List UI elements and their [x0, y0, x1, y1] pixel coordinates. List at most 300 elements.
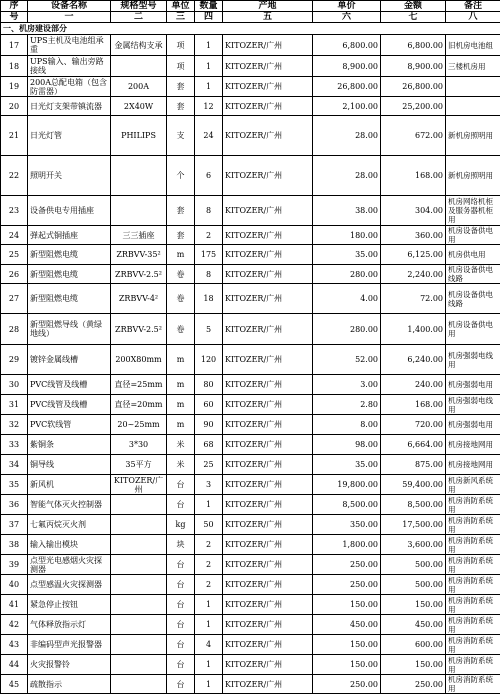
row-unit: m [167, 375, 195, 395]
row-qty: 1 [195, 655, 223, 675]
row-price: 1,800.00 [313, 535, 381, 555]
row-spec [111, 495, 167, 515]
row-unit: 块 [167, 535, 195, 555]
row-note: 机房强弱电用 [446, 375, 500, 395]
section-title: 一、机房建设部分 [1, 23, 500, 35]
row-name: 智能气体灭火控制器 [28, 495, 111, 515]
row-amount: 450.00 [381, 615, 446, 635]
row-note: 机房接地网用 [446, 435, 500, 455]
row-name: 日光灯管 [28, 116, 111, 156]
row-price: 6,800.00 [313, 35, 381, 56]
table-row [1, 265, 500, 284]
row-name: 新型阻燃电缆 [28, 245, 111, 265]
col-header-name: 设备名称 [28, 1, 111, 12]
table-row [1, 97, 500, 116]
row-qty: 50 [195, 515, 223, 535]
row-no: 23 [1, 196, 28, 226]
row-spec: 3*30 [111, 435, 167, 455]
row-unit: kg [167, 515, 195, 535]
row-name: 铜导线 [28, 455, 111, 475]
row-name: 弹起式铜插座 [28, 226, 111, 245]
table-row [1, 455, 500, 475]
row-spec [111, 156, 167, 196]
row-qty: 5 [195, 314, 223, 345]
row-note: 机房强弱电线用 [446, 395, 500, 415]
row-spec [111, 595, 167, 615]
row-spec: PHILIPS [111, 116, 167, 156]
row-name: 疏散指示 [28, 675, 111, 694]
row-note: 机房消防系统用 [446, 675, 500, 694]
row-origin: KITOZER/广州 [223, 455, 313, 475]
row-price: 8,500.00 [313, 495, 381, 515]
col-header-spec: 规格型号 [111, 1, 167, 12]
row-origin: KITOZER/广州 [223, 56, 313, 77]
row-note: 机房新风系统用 [446, 475, 500, 495]
header-subrow [1, 12, 500, 23]
row-note [446, 77, 500, 97]
table-row [1, 345, 500, 375]
row-amount: 26,800.00 [381, 77, 446, 97]
row-unit: 台 [167, 595, 195, 615]
row-price: 250.00 [313, 575, 381, 595]
table-row [1, 245, 500, 265]
row-note: 机房消防系统用 [446, 655, 500, 675]
row-name: 输入输出模块 [28, 535, 111, 555]
row-qty: 25 [195, 455, 223, 475]
row-price: 350.00 [313, 515, 381, 535]
row-unit: 卷 [167, 284, 195, 314]
row-amount: 72.00 [381, 284, 446, 314]
row-note: 机房消防系统用 [446, 575, 500, 595]
row-price: 8,900.00 [313, 56, 381, 77]
row-no: 27 [1, 284, 28, 314]
row-unit: 台 [167, 655, 195, 675]
row-spec: ZRBVV-35² [111, 245, 167, 265]
row-origin: KITOZER/广州 [223, 314, 313, 345]
col-header-amount: 金额 [381, 1, 446, 12]
row-price: 98.00 [313, 435, 381, 455]
row-name: PVC线管及线槽 [28, 395, 111, 415]
table-row [1, 515, 500, 535]
table-row [1, 116, 500, 156]
row-amount: 1,400.00 [381, 314, 446, 345]
row-no: 19 [1, 77, 28, 97]
row-origin: KITOZER/广州 [223, 675, 313, 694]
row-spec: 2X40W [111, 97, 167, 116]
table-row [1, 77, 500, 97]
row-price: 2.80 [313, 395, 381, 415]
row-origin: KITOZER/广州 [223, 635, 313, 655]
row-amount: 8,500.00 [381, 495, 446, 515]
row-origin: KITOZER/广州 [223, 515, 313, 535]
row-no: 25 [1, 245, 28, 265]
row-price: 26,800.00 [313, 77, 381, 97]
row-name: 200A总配电箱（包含防雷器） [28, 77, 111, 97]
row-no: 45 [1, 675, 28, 694]
row-origin: KITOZER/广州 [223, 226, 313, 245]
row-spec [111, 675, 167, 694]
table-row [1, 535, 500, 555]
row-qty: 1 [195, 56, 223, 77]
row-spec: ZRBVV-2.5² [111, 265, 167, 284]
row-qty: 1 [195, 495, 223, 515]
row-note: 机房供电用 [446, 245, 500, 265]
row-unit: 台 [167, 635, 195, 655]
row-origin: KITOZER/广州 [223, 196, 313, 226]
row-unit: 台 [167, 575, 195, 595]
row-unit: 卷 [167, 265, 195, 284]
row-no: 26 [1, 265, 28, 284]
row-no: 32 [1, 415, 28, 435]
row-note: 机房网络机柜及服务器机柜用 [446, 196, 500, 226]
row-qty: 1 [195, 35, 223, 56]
row-no: 30 [1, 375, 28, 395]
row-price: 4.00 [313, 284, 381, 314]
row-spec [111, 575, 167, 595]
row-spec: 直径=25mm [111, 375, 167, 395]
row-spec: KITOZER/广州 [111, 475, 167, 495]
row-origin: KITOZER/广州 [223, 375, 313, 395]
row-no: 44 [1, 655, 28, 675]
table-row [1, 495, 500, 515]
row-price: 28.00 [313, 116, 381, 156]
col-sub-amount: 七 [381, 12, 446, 23]
row-name: 新型阻燃电缆 [28, 265, 111, 284]
row-no: 43 [1, 635, 28, 655]
row-no: 29 [1, 345, 28, 375]
row-amount: 875.00 [381, 455, 446, 475]
row-note: 机房强弱电线用 [446, 345, 500, 375]
row-amount: 6,664.00 [381, 435, 446, 455]
row-amount: 672.00 [381, 116, 446, 156]
table-row [1, 156, 500, 196]
row-no: 24 [1, 226, 28, 245]
row-unit: 套 [167, 97, 195, 116]
row-spec [111, 515, 167, 535]
row-qty: 60 [195, 395, 223, 415]
row-spec [111, 615, 167, 635]
row-price: 150.00 [313, 595, 381, 615]
row-name: 点型感温火灾探测器 [28, 575, 111, 595]
row-qty: 1 [195, 77, 223, 97]
row-qty: 1 [195, 615, 223, 635]
row-no: 34 [1, 455, 28, 475]
table-row [1, 314, 500, 345]
row-origin: KITOZER/广州 [223, 615, 313, 635]
row-note: 旧机房电池组 [446, 35, 500, 56]
row-unit: 支 [167, 116, 195, 156]
row-amount: 168.00 [381, 156, 446, 196]
row-unit: 套 [167, 77, 195, 97]
row-name: UPS主机及电池组承重 [28, 35, 111, 56]
row-name: 紫铜条 [28, 435, 111, 455]
row-amount: 17,500.00 [381, 515, 446, 535]
row-no: 22 [1, 156, 28, 196]
row-name: 新型阻燃导线（黄绿地线） [28, 314, 111, 345]
row-spec: 20~25mm [111, 415, 167, 435]
col-header-note: 备注 [446, 1, 500, 12]
row-name: 紧急停止按钮 [28, 595, 111, 615]
row-price: 3.00 [313, 375, 381, 395]
row-no: 20 [1, 97, 28, 116]
row-price: 280.00 [313, 265, 381, 284]
row-name: 镀锌金属线槽 [28, 345, 111, 375]
row-amount: 150.00 [381, 655, 446, 675]
row-amount: 240.00 [381, 375, 446, 395]
row-note: 机房设备供电用 [446, 226, 500, 245]
table-row [1, 595, 500, 615]
row-unit: m [167, 345, 195, 375]
table-row [1, 555, 500, 575]
row-qty: 1 [195, 595, 223, 615]
row-origin: KITOZER/广州 [223, 116, 313, 156]
row-price: 150.00 [313, 635, 381, 655]
row-amount: 3,600.00 [381, 535, 446, 555]
row-no: 37 [1, 515, 28, 535]
row-spec: 直径=20mm [111, 395, 167, 415]
row-price: 2,100.00 [313, 97, 381, 116]
row-price: 52.00 [313, 345, 381, 375]
row-no: 21 [1, 116, 28, 156]
row-amount: 168.00 [381, 395, 446, 415]
section-row [1, 23, 500, 35]
row-amount: 6,240.00 [381, 345, 446, 375]
row-no: 40 [1, 575, 28, 595]
row-name: UPS输入、输出旁路接线 [28, 56, 111, 77]
table-row [1, 435, 500, 455]
row-spec [111, 555, 167, 575]
row-price: 19,800.00 [313, 475, 381, 495]
row-no: 38 [1, 535, 28, 555]
row-unit: 台 [167, 675, 195, 694]
row-unit: 项 [167, 35, 195, 56]
row-origin: KITOZER/广州 [223, 535, 313, 555]
row-no: 41 [1, 595, 28, 615]
row-amount: 2,240.00 [381, 265, 446, 284]
row-name: 火灾报警铃 [28, 655, 111, 675]
row-qty: 80 [195, 375, 223, 395]
row-price: 28.00 [313, 156, 381, 196]
row-name: 照明开关 [28, 156, 111, 196]
header-row [1, 1, 500, 12]
row-name: 七氟丙烷灭火剂 [28, 515, 111, 535]
table-row [1, 35, 500, 56]
col-sub-no: 号 [1, 12, 28, 23]
row-unit: 台 [167, 615, 195, 635]
row-name: PVC线管及线槽 [28, 375, 111, 395]
table-row [1, 395, 500, 415]
row-note: 机房设备供电用 [446, 314, 500, 345]
table-row [1, 375, 500, 395]
row-amount: 720.00 [381, 415, 446, 435]
row-no: 36 [1, 495, 28, 515]
row-qty: 68 [195, 435, 223, 455]
table-row [1, 196, 500, 226]
row-note: 三楼机房用 [446, 56, 500, 77]
row-origin: KITOZER/广州 [223, 595, 313, 615]
row-price: 180.00 [313, 226, 381, 245]
row-origin: KITOZER/广州 [223, 655, 313, 675]
row-note: 机房消防系统用 [446, 555, 500, 575]
row-price: 250.00 [313, 675, 381, 694]
row-spec [111, 655, 167, 675]
row-no: 35 [1, 475, 28, 495]
row-qty: 4 [195, 635, 223, 655]
row-unit: 米 [167, 435, 195, 455]
row-unit: 米 [167, 455, 195, 475]
row-note: 新机房照明用 [446, 116, 500, 156]
row-name: 新型阻燃电缆 [28, 284, 111, 314]
row-spec [111, 635, 167, 655]
row-spec: 200A [111, 77, 167, 97]
row-qty: 18 [195, 284, 223, 314]
row-no: 28 [1, 314, 28, 345]
row-name: 气体释放指示灯 [28, 615, 111, 635]
row-origin: KITOZER/广州 [223, 156, 313, 196]
row-no: 31 [1, 395, 28, 415]
row-qty: 90 [195, 415, 223, 435]
row-unit: 套 [167, 226, 195, 245]
row-price: 280.00 [313, 314, 381, 345]
row-origin: KITOZER/广州 [223, 555, 313, 575]
row-qty: 120 [195, 345, 223, 375]
row-unit: 个 [167, 156, 195, 196]
row-unit: 台 [167, 475, 195, 495]
row-spec: 35平方 [111, 455, 167, 475]
row-qty: 2 [195, 575, 223, 595]
table-body [1, 1, 500, 694]
row-note: 机房消防系统用 [446, 515, 500, 535]
col-header-qty: 数量 [195, 1, 223, 12]
row-unit: m [167, 395, 195, 415]
row-unit: 台 [167, 555, 195, 575]
row-origin: KITOZER/广州 [223, 284, 313, 314]
row-name: 设备供电专用插座 [28, 196, 111, 226]
table-row [1, 56, 500, 77]
col-header-no: 序 [1, 1, 28, 12]
row-spec: ZRBVV-2.5² [111, 314, 167, 345]
col-sub-price: 六 [313, 12, 381, 23]
row-unit: 套 [167, 196, 195, 226]
row-origin: KITOZER/广州 [223, 77, 313, 97]
col-sub-qty: 四 [195, 12, 223, 23]
row-amount: 500.00 [381, 555, 446, 575]
row-spec [111, 56, 167, 77]
row-price: 35.00 [313, 245, 381, 265]
row-name: 非编码型声光报警器 [28, 635, 111, 655]
row-note: 机房消防系统用 [446, 495, 500, 515]
row-qty: 175 [195, 245, 223, 265]
row-price: 250.00 [313, 555, 381, 575]
col-header-origin: 产地 [223, 1, 313, 12]
row-note: 机房强弱电用 [446, 415, 500, 435]
row-price: 35.00 [313, 455, 381, 475]
row-name: 新风机 [28, 475, 111, 495]
row-amount: 6,800.00 [381, 35, 446, 56]
col-sub-origin: 五 [223, 12, 313, 23]
row-spec: ZRBVV-4² [111, 284, 167, 314]
row-amount: 304.00 [381, 196, 446, 226]
row-note: 机房接地网用 [446, 455, 500, 475]
row-origin: KITOZER/广州 [223, 575, 313, 595]
row-qty: 2 [195, 226, 223, 245]
row-price: 450.00 [313, 615, 381, 635]
row-no: 33 [1, 435, 28, 455]
row-amount: 500.00 [381, 575, 446, 595]
row-unit: m [167, 415, 195, 435]
table-row [1, 675, 500, 694]
row-price: 38.00 [313, 196, 381, 226]
row-note: 机房消防系统用 [446, 535, 500, 555]
row-unit: 项 [167, 56, 195, 77]
row-origin: KITOZER/广州 [223, 265, 313, 284]
col-sub-note: 八 [446, 12, 500, 23]
row-qty: 8 [195, 265, 223, 284]
row-spec: 200X80mm [111, 345, 167, 375]
row-unit: 台 [167, 495, 195, 515]
row-name: PVC软线管 [28, 415, 111, 435]
table-row [1, 226, 500, 245]
row-spec [111, 535, 167, 555]
row-name: 点型光电感烟火灾探测器 [28, 555, 111, 575]
col-sub-unit: 三 [167, 12, 195, 23]
row-no: 18 [1, 56, 28, 77]
row-origin: KITOZER/广州 [223, 435, 313, 455]
row-amount: 25,200.00 [381, 97, 446, 116]
row-amount: 250.00 [381, 675, 446, 694]
row-qty: 8 [195, 196, 223, 226]
row-origin: KITOZER/广州 [223, 245, 313, 265]
row-note: 机房消防系统用 [446, 595, 500, 615]
row-spec: 三三插座 [111, 226, 167, 245]
row-note: 机房设备供电线路 [446, 284, 500, 314]
row-unit: 卷 [167, 314, 195, 345]
col-header-unit: 单位 [167, 1, 195, 12]
row-price: 8.00 [313, 415, 381, 435]
table-row [1, 615, 500, 635]
table-row [1, 635, 500, 655]
row-no: 42 [1, 615, 28, 635]
row-qty: 24 [195, 116, 223, 156]
row-amount: 8,900.00 [381, 56, 446, 77]
table-row [1, 475, 500, 495]
row-origin: KITOZER/广州 [223, 395, 313, 415]
col-sub-spec: 二 [111, 12, 167, 23]
table-row [1, 415, 500, 435]
row-note: 机房设备供电线路 [446, 265, 500, 284]
row-name: 日光灯支架带镇流器 [28, 97, 111, 116]
row-qty: 2 [195, 555, 223, 575]
row-qty: 6 [195, 156, 223, 196]
row-amount: 150.00 [381, 595, 446, 615]
row-origin: KITOZER/广州 [223, 97, 313, 116]
row-qty: 3 [195, 475, 223, 495]
row-price: 150.00 [313, 655, 381, 675]
row-origin: KITOZER/广州 [223, 345, 313, 375]
row-note [446, 97, 500, 116]
table-row [1, 655, 500, 675]
row-qty: 2 [195, 535, 223, 555]
row-note: 机房消防系统用 [446, 615, 500, 635]
row-amount: 59,400.00 [381, 475, 446, 495]
table-row [1, 284, 500, 314]
row-unit: m [167, 245, 195, 265]
row-origin: KITOZER/广州 [223, 35, 313, 56]
row-spec: 金属结构支承 [111, 35, 167, 56]
row-note: 新机房照明用 [446, 156, 500, 196]
row-no: 39 [1, 555, 28, 575]
row-no: 17 [1, 35, 28, 56]
